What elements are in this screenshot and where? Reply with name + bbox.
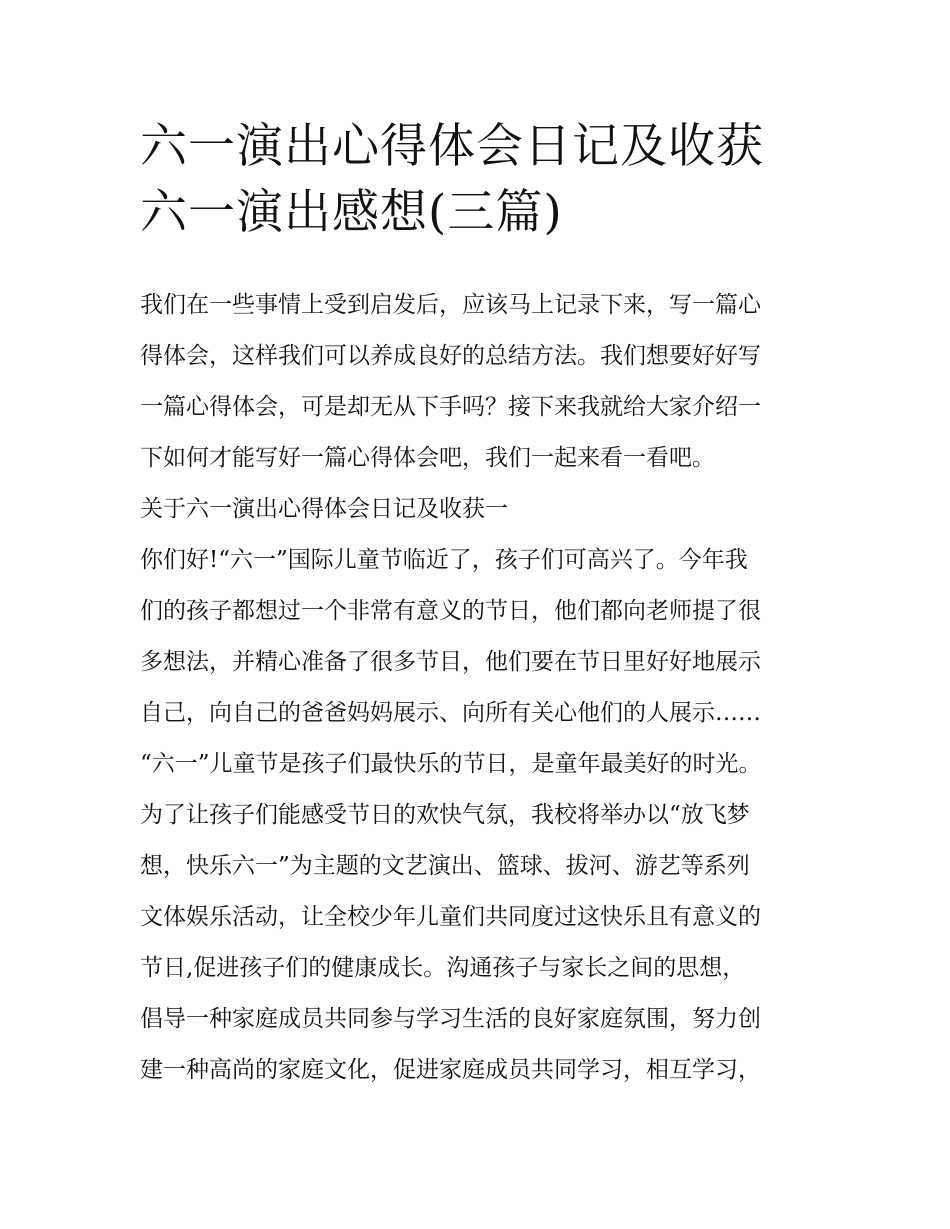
section-line-8: 文体娱乐活动，让全校少年儿童们共同度过这快乐且有意义的 bbox=[140, 904, 761, 930]
intro-line-4: 下如何才能写好一篇心得体会吧，我们一起来看一看吧。 bbox=[140, 445, 715, 471]
page-title bbox=[140, 114, 840, 246]
document-body bbox=[140, 280, 820, 1096]
section-paragraph bbox=[140, 535, 820, 1096]
section-line-5: “六一”儿童节是孩子们最快乐的节日，是童年最美好的时光。 bbox=[140, 751, 762, 777]
section-line-7: 想，快乐六一”为主题的文艺演出、篮球、拔河、游艺等系列 bbox=[140, 853, 750, 879]
section-line-6: 为了让孩子们能感受节日的欢快气氛，我校将举办以“放飞梦 bbox=[140, 802, 750, 828]
intro-line-3: 一篇心得体会，可是却无从下手吗？接下来我就给大家介绍一 bbox=[140, 394, 761, 420]
title-line-2: 六一演出感想(三篇) bbox=[140, 185, 563, 240]
section-line-10: 倡导一种家庭成员共同参与学习生活的良好家庭氛围，努力创 bbox=[140, 1006, 761, 1032]
intro-paragraph bbox=[140, 280, 820, 484]
section-line-3: 多想法，并精心准备了很多节目，他们要在节日里好好地展示 bbox=[140, 649, 761, 675]
title-line-1: 六一演出心得体会日记及收获 bbox=[140, 119, 764, 174]
section-line-4: 自己，向自己的爸爸妈妈展示、向所有关心他们的人展示…… bbox=[140, 700, 761, 726]
section-line-1: 你们好!“六一”国际儿童节临近了，孩子们可高兴了。今年我 bbox=[140, 547, 748, 573]
section-line-2: 们的孩子都想过一个非常有意义的节日，他们都向老师提了很 bbox=[140, 598, 761, 624]
intro-line-2: 得体会，这样我们可以养成良好的总结方法。我们想要好好写 bbox=[140, 343, 761, 369]
intro-line-1: 我们在一些事情上受到启发后，应该马上记录下来，写一篇心 bbox=[140, 292, 761, 318]
section-heading: 关于六一演出心得体会日记及收获一 bbox=[140, 496, 508, 522]
section-line-11: 建一种高尚的家庭文化，促进家庭成员共同学习，相互学习， bbox=[140, 1057, 761, 1083]
section-line-9: 节日,促进孩子们的健康成长。沟通孩子与家长之间的思想， bbox=[140, 955, 746, 981]
